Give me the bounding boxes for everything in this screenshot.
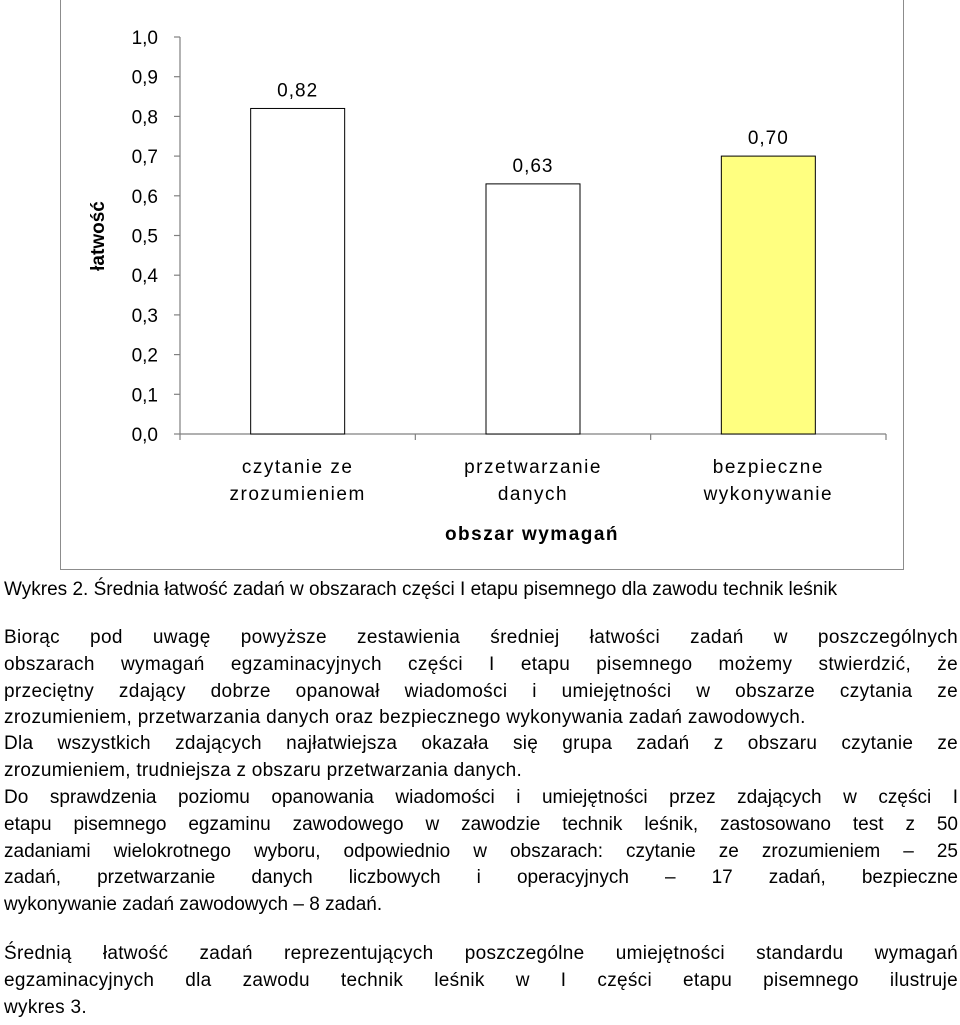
bar — [721, 156, 815, 434]
x-category-label: bezpieczne — [712, 457, 824, 478]
paragraph-line: obszarach wymagań egzaminacyjnych części I etapu pisemnego możemy stwierdzić, że — [4, 653, 958, 675]
paragraph-easiest-area — [4, 731, 958, 785]
paragraph-line: Średnią łatwość zadań reprezentujących poszczególne umiejętności standardu wymagań — [4, 943, 958, 964]
paragraph-line: Do sprawdzenia poziomu opanowania wiadomości i umiejętności przez zdających w części I — [4, 787, 958, 808]
paragraph-line: przeciętny zdający dobrze opanował wiadomości i umiejętności w obszarze czytania ze — [4, 680, 958, 702]
x-axis-title: obszar wymagań — [444, 524, 620, 545]
y-tick-label: 0,1 — [131, 385, 158, 407]
y-tick-label: 0,3 — [131, 305, 158, 327]
y-axis-title: łatwość — [88, 201, 109, 271]
paragraph-next-chart — [4, 941, 958, 1021]
bar-value-label: 0,63 — [512, 155, 554, 177]
paragraph-line: zadaniami wielokrotnego wyboru, odpowiednio w obszarach: czytanie ze zrozumieniem – 25 — [4, 840, 958, 862]
x-category-label: danych — [497, 484, 569, 505]
paragraph-summary — [4, 625, 958, 732]
bar-value-label: 0,82 — [277, 80, 319, 102]
y-tick-label: 0,6 — [131, 186, 158, 208]
y-tick-label: 0,8 — [131, 107, 158, 129]
paragraph-line: zrozumieniem, trudniejsza z obszaru przetwarzania danych. — [4, 759, 522, 781]
y-tick-label: 0,4 — [131, 266, 158, 288]
paragraph-test-description — [4, 785, 958, 919]
paragraph-line: egzaminacyjnych dla zawodu technik leśnik w I części etapu pisemnego ilustruje — [4, 969, 958, 991]
y-tick-label: 0,9 — [131, 67, 158, 89]
y-tick-label: 0,0 — [131, 425, 158, 446]
bar-value-label: 0,70 — [747, 128, 789, 150]
paragraph-line: wykonywanie zadań zawodowych – 8 zadań. — [4, 894, 383, 916]
bar — [251, 108, 345, 434]
chart-caption: Wykres 2. Średnia łatwość zadań w obszarach części I etapu pisemnego dla zawodu technik leśnik — [4, 579, 838, 600]
paragraph-line: zrozumieniem, przetwarzania danych oraz bezpiecznego wykonywania zadań zawodowych. — [4, 707, 806, 729]
paragraph-line: etapu pisemnego egzaminu zawodowego w zawodzie technik leśnik, zastosowano test z 50 — [4, 813, 958, 835]
x-category-label: czytanie ze — [241, 457, 354, 478]
y-tick-label: 0,7 — [131, 147, 158, 169]
paragraph-line: wykres 3. — [4, 996, 87, 1018]
y-tick-label: 1,0 — [131, 28, 158, 49]
y-tick-label: 0,5 — [131, 226, 158, 248]
bar — [486, 184, 580, 434]
paragraph-line: Dla wszystkich zdających najłatwiejsza okazała się grupa zadań z obszaru czytanie ze — [4, 733, 958, 754]
x-category-label: wykonywanie — [703, 484, 834, 505]
x-category-label: zrozumieniem — [229, 484, 366, 505]
y-tick-label: 0,2 — [131, 345, 158, 367]
x-category-label: przetwarzanie — [464, 457, 602, 478]
paragraph-line: Biorąc pod uwagę powyższe zestawienia średniej łatwości zadań w poszczególnych — [4, 627, 958, 648]
paragraph-line: zadań, przetwarzanie danych liczbowych i operacyjnych – 17 zadań, bezpieczne — [4, 867, 958, 889]
